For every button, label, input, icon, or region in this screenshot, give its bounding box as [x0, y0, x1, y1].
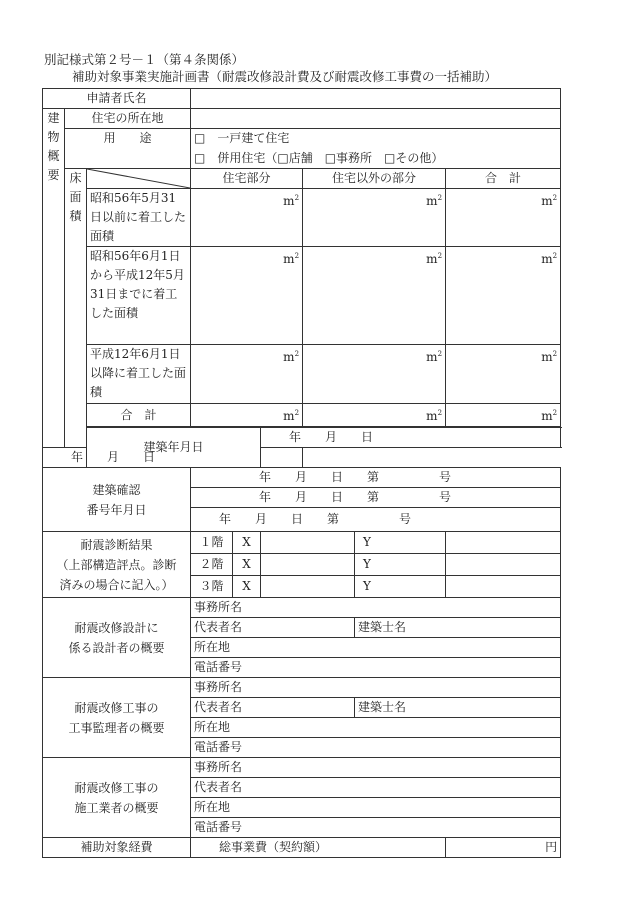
total-project-cost-field[interactable]: 円	[446, 838, 561, 858]
floor-label: ２階	[191, 554, 233, 576]
use-option-detached[interactable]: □ 一戸建て住宅	[191, 129, 561, 149]
form-title: 補助対象事業実施計画書（耐震改修設計費及び耐震改修工事費の一括補助）	[72, 69, 498, 84]
col-residential-header: 住宅部分	[191, 169, 303, 189]
floor-label: １階	[191, 532, 233, 554]
contractor-phone-field[interactable]: 電話番号	[191, 818, 561, 838]
area-row-label: 昭和56年5月31日以前に着工した面積	[87, 189, 191, 247]
supervisor-architect-field[interactable]: 建築士名	[355, 698, 561, 718]
designer-representative-field[interactable]: 代表者名	[191, 618, 355, 638]
supervisor-office-field[interactable]: 事務所名	[191, 678, 561, 698]
confirmation-label: 建築確認 番号年月日	[43, 468, 191, 532]
area-non-residential-total-field[interactable]: $m^2$	[303, 404, 446, 427]
col-total-header: 合 計	[446, 169, 561, 189]
subsidy-cost-label: 補助対象経費	[43, 838, 191, 858]
supervisor-label: 耐震改修工事の 工事監理者の概要	[43, 678, 191, 758]
contractor-representative-field[interactable]: 代表者名	[191, 778, 561, 798]
floor-label: ３階	[191, 576, 233, 598]
applicant-name-field[interactable]	[191, 89, 561, 109]
area-total-field[interactable]: $m^2$	[446, 247, 561, 345]
diagonal-line	[87, 169, 190, 188]
x-label: X	[233, 576, 261, 598]
area-non-residential-field[interactable]: $m^2$	[303, 247, 446, 345]
area-residential-total-field[interactable]: $m^2$	[191, 404, 303, 427]
designer-architect-field[interactable]: 建築士名	[355, 618, 561, 638]
designer-phone-field[interactable]: 電話番号	[191, 658, 561, 678]
x-value-field[interactable]	[261, 576, 355, 598]
y-value-field[interactable]	[446, 576, 561, 598]
confirmation-field[interactable]: 年 月 日 第 号	[191, 468, 561, 488]
x-label: X	[233, 532, 261, 554]
total-project-cost-label: 総事業費（契約額）	[191, 838, 446, 858]
construction-date-label: 建築年月日	[87, 428, 261, 468]
contractor-location-field[interactable]: 所在地	[191, 798, 561, 818]
applicant-name-label: 申請者氏名	[43, 89, 191, 109]
construction-date-field[interactable]: 年 月 日	[261, 428, 561, 448]
y-value-field[interactable]	[446, 554, 561, 576]
address-field[interactable]	[191, 109, 561, 129]
supervisor-location-field[interactable]: 所在地	[191, 718, 561, 738]
use-label: 用 途	[65, 129, 191, 169]
x-value-field[interactable]	[261, 554, 355, 576]
col-non-residential-header: 住宅以外の部分	[303, 169, 446, 189]
area-grand-total-field[interactable]: $m^2$	[446, 404, 561, 427]
construction-date-field[interactable]: 年 月 日	[43, 448, 303, 468]
y-value-field[interactable]	[446, 532, 561, 554]
area-residential-field[interactable]: $m^2$	[191, 189, 303, 247]
area-row-label: 昭和56年6月1日から平成12年5月31日までに着工した面積	[87, 247, 191, 345]
form-number: 別記様式第２号－１（第４条関係）	[44, 52, 245, 67]
x-value-field[interactable]	[261, 532, 355, 554]
supervisor-representative-field[interactable]: 代表者名	[191, 698, 355, 718]
area-total-field[interactable]: $m^2$	[446, 345, 561, 404]
area-non-residential-field[interactable]: $m^2$	[303, 189, 446, 247]
confirmation-field[interactable]: 年 月 日 第 号	[191, 508, 561, 532]
seismic-result-label: 耐震診断結果 （上部構造評点。診断 済みの場合に記入。）	[43, 532, 191, 598]
area-residential-field[interactable]: $m^2$	[191, 247, 303, 345]
area-total-field[interactable]: $m^2$	[446, 189, 561, 247]
area-total-label: 合 計	[87, 404, 191, 427]
designer-label: 耐震改修設計に 係る設計者の概要	[43, 598, 191, 678]
contractor-office-field[interactable]: 事務所名	[191, 758, 561, 778]
plan-form-table	[42, 88, 561, 858]
use-option-mixed[interactable]: □ 併用住宅（□店舗 □事務所 □その他）	[191, 149, 561, 169]
supervisor-phone-field[interactable]: 電話番号	[191, 738, 561, 758]
contractor-label: 耐震改修工事の 施工業者の概要	[43, 758, 191, 838]
x-label: X	[233, 554, 261, 576]
building-overview-label: 建 物 概 要	[43, 109, 65, 448]
area-non-residential-field[interactable]: $m^2$	[303, 345, 446, 404]
y-label: Y	[355, 576, 446, 598]
area-residential-field[interactable]: $m^2$	[191, 345, 303, 404]
diagonal-header-cell	[87, 169, 191, 189]
confirmation-field[interactable]: 年 月 日 第 号	[191, 488, 561, 508]
address-label: 住宅の所在地	[65, 109, 191, 129]
area-row-label: 平成12年6月1日以降に着工した面積	[87, 345, 191, 404]
designer-location-field[interactable]: 所在地	[191, 638, 561, 658]
designer-office-field[interactable]: 事務所名	[191, 598, 561, 618]
y-label: Y	[355, 554, 446, 576]
floor-area-label: 床 面 積	[65, 169, 87, 448]
y-label: Y	[355, 532, 446, 554]
